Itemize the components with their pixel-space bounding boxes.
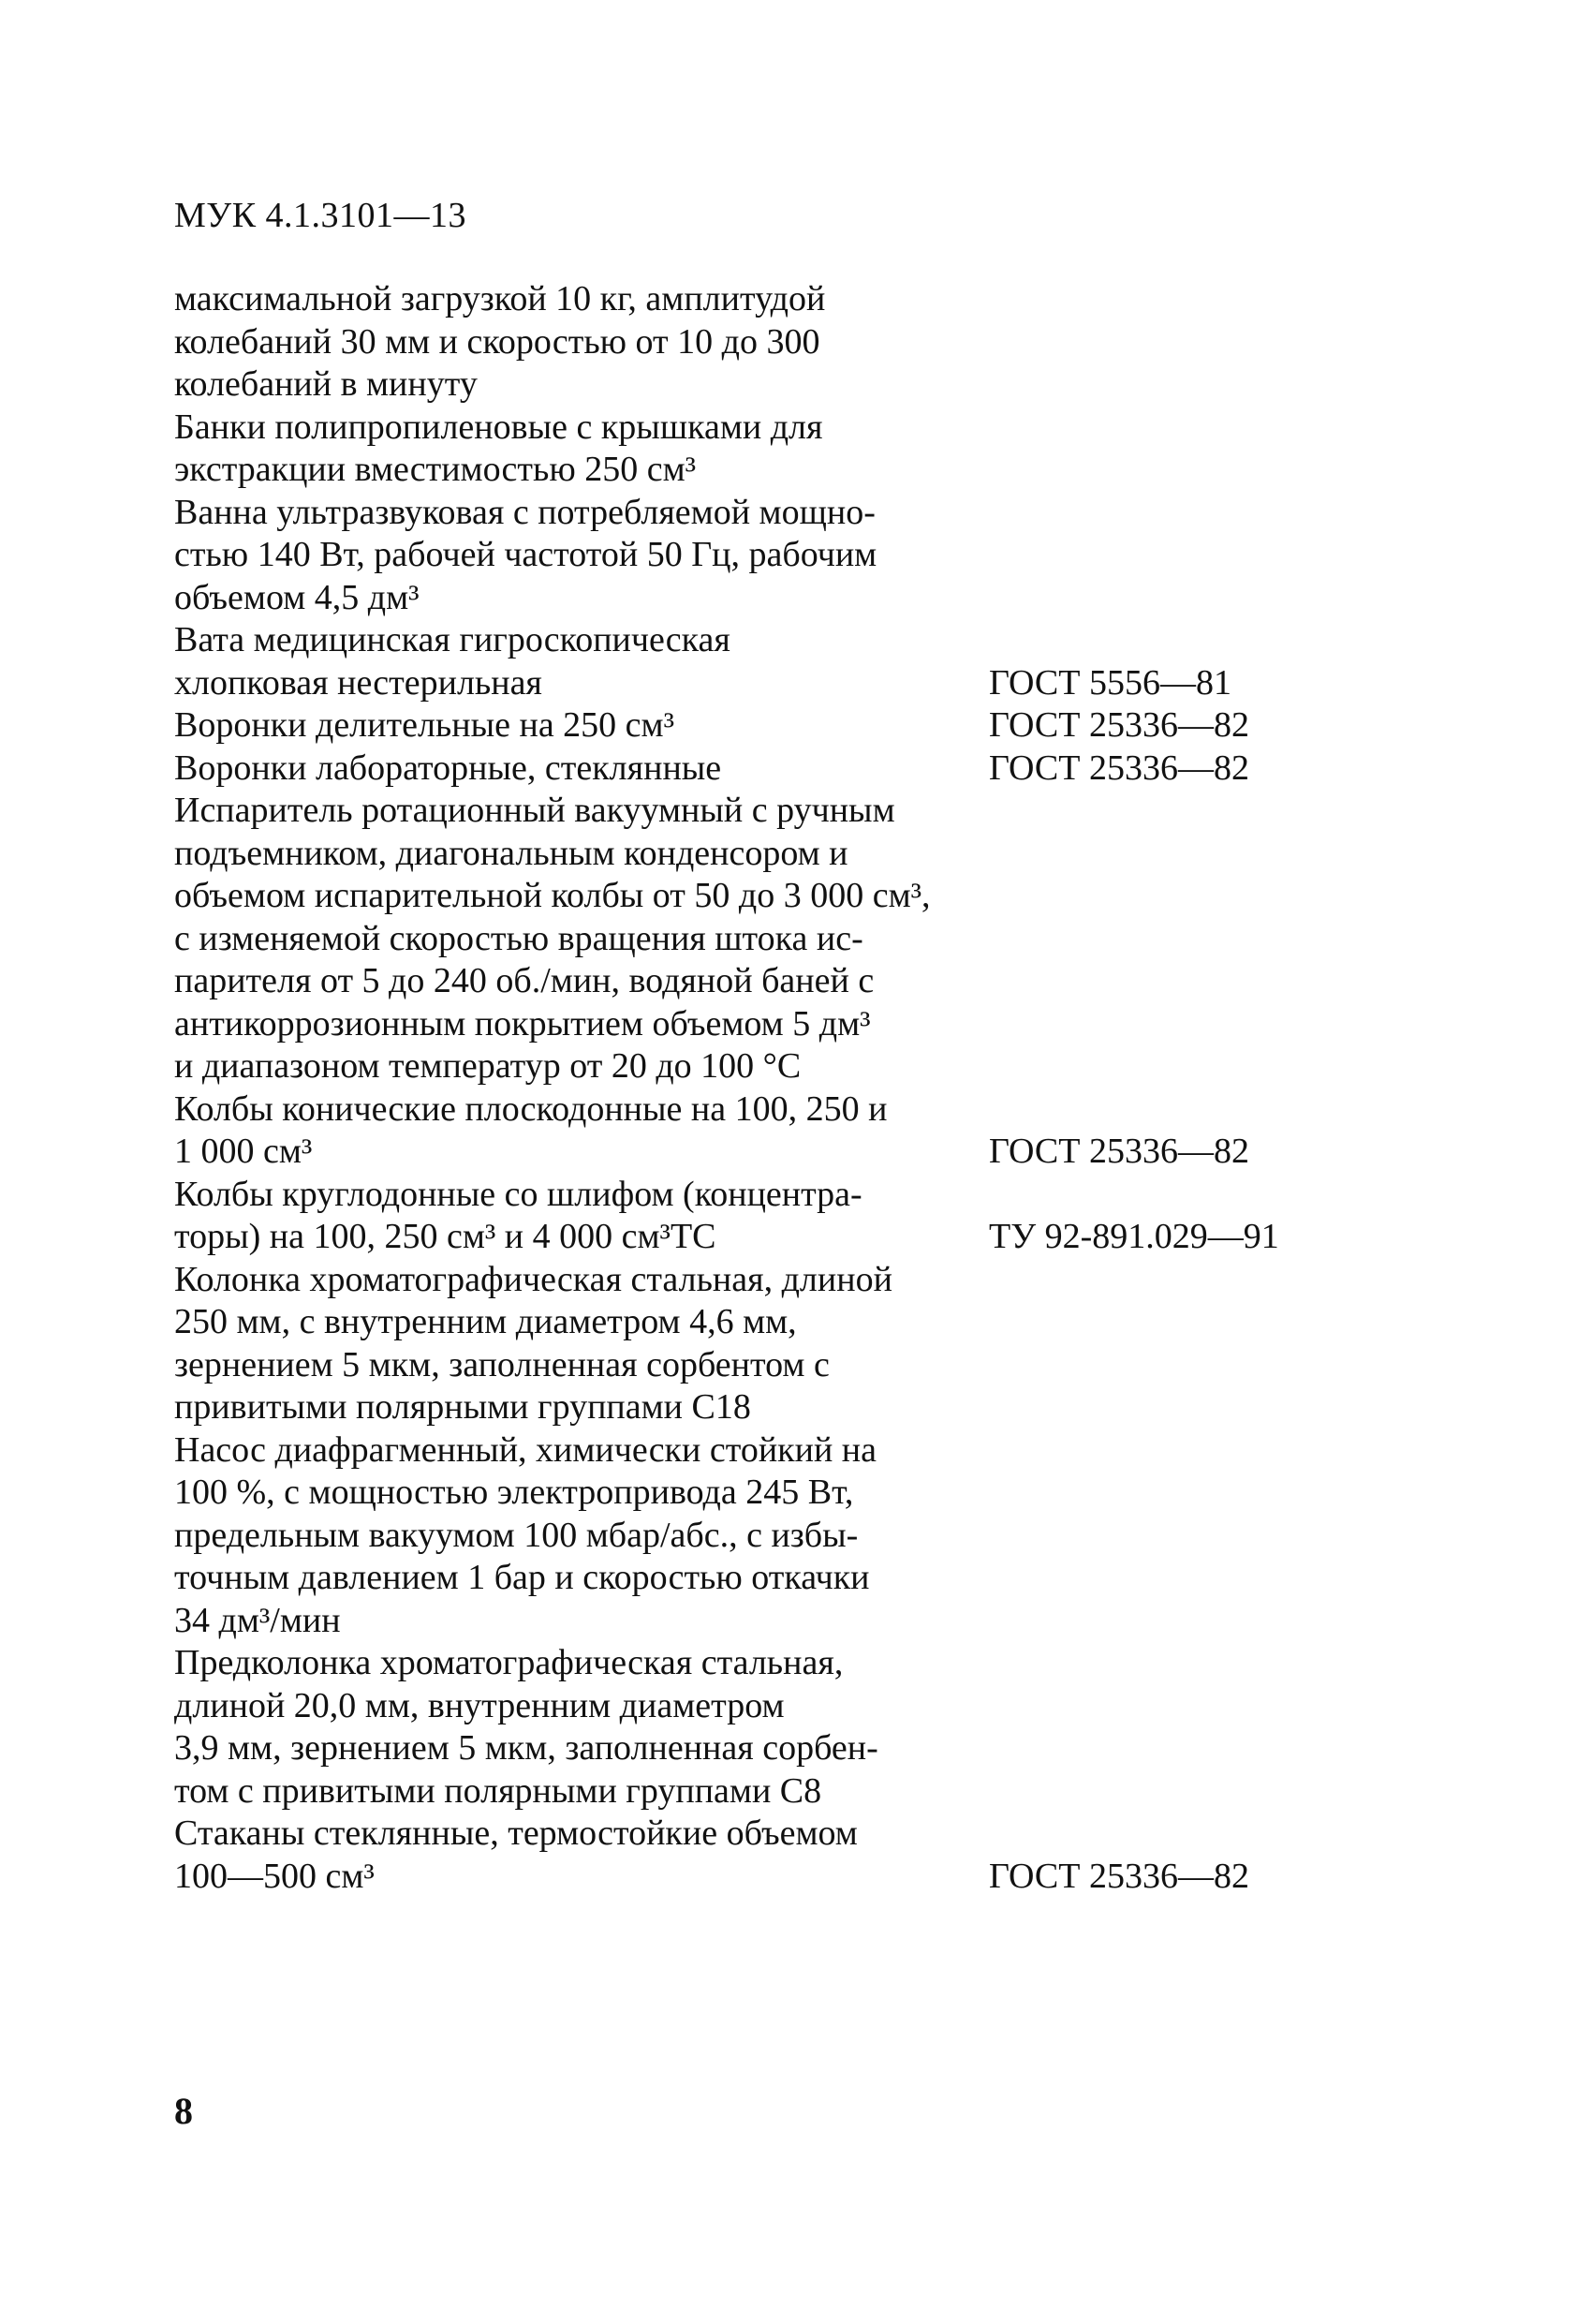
equipment-description xyxy=(174,1259,989,1429)
description-line: предельным вакуумом 100 мбар/абс., с избы- xyxy=(174,1515,859,1555)
equipment-item xyxy=(174,1813,1335,1898)
description-line: Вата медицинская гигроскопическая xyxy=(174,620,730,659)
equipment-item xyxy=(174,790,1335,1088)
equipment-item xyxy=(174,1259,1335,1429)
equipment-description xyxy=(174,748,989,791)
equipment-description xyxy=(174,619,989,704)
description-line: Колбы круглодонные со шлифом (концентра- xyxy=(174,1174,862,1214)
equipment-item xyxy=(174,1642,1335,1813)
description-line: экстракции вместимостью 250 см³ xyxy=(174,450,697,489)
description-line: том с привитыми полярными группами С8 xyxy=(174,1770,822,1811)
description-line: хлопковая нестерильная xyxy=(174,662,542,703)
equipment-description xyxy=(174,1174,989,1259)
standard-reference: ГОСТ 25336—82 xyxy=(989,705,1249,745)
description-line: Ванна ультразвуковая с потребляемой мощно- xyxy=(174,492,876,532)
equipment-description xyxy=(174,704,989,748)
description-line: 250 мм, с внутренним диаметром 4,6 мм, xyxy=(174,1302,797,1341)
description-line: максимальной загрузкой 10 кг, амплитудой xyxy=(174,279,826,318)
description-line: объемом 4,5 дм³ xyxy=(174,577,420,617)
equipment-description xyxy=(174,407,989,492)
description-line: с изменяемой скоростью вращения штока ис- xyxy=(174,918,863,958)
equipment-item xyxy=(174,1088,1335,1174)
description-line: Стаканы стеклянные, термостойкие объемом xyxy=(174,1813,858,1853)
description-line: 100 %, с мощностью электропривода 245 Вт, xyxy=(174,1473,854,1512)
standard-reference: ГОСТ 25336—82 xyxy=(989,1856,1249,1896)
description-line: Предколонка хроматографическая стальная, xyxy=(174,1643,844,1682)
equipment-item xyxy=(174,407,1335,492)
equipment-description xyxy=(174,278,989,407)
equipment-list xyxy=(174,278,1335,1898)
equipment-item xyxy=(174,748,1335,791)
description-line: привитыми полярными группами С18 xyxy=(174,1387,751,1427)
equipment-description xyxy=(174,1813,989,1898)
equipment-item xyxy=(174,1429,1335,1643)
description-line: 1 000 см³ xyxy=(174,1132,313,1171)
description-line: и диапазоном температур от 20 до 100 °С xyxy=(174,1046,802,1086)
description-line: Воронки лабораторные, стеклянные xyxy=(174,748,722,788)
equipment-description xyxy=(174,492,989,620)
equipment-item xyxy=(174,619,1335,704)
standard-reference: ГОСТ 5556—81 xyxy=(989,662,1231,703)
description-line: 34 дм³/мин xyxy=(174,1600,341,1640)
equipment-item xyxy=(174,492,1335,620)
description-line: Воронки делительные на 250 см³ xyxy=(174,705,674,745)
description-line: длиной 20,0 мм, внутренним диаметром xyxy=(174,1685,785,1725)
description-line: парителя от 5 до 240 об./мин, водяной баней с xyxy=(174,961,875,1000)
description-line: стью 140 Вт, рабочей частотой 50 Гц, рабочим xyxy=(174,535,877,574)
standard-reference: ГОСТ 25336—82 xyxy=(989,748,1249,788)
description-line: Банки полипропиленовые с крышками для xyxy=(174,407,823,447)
page-number: 8 xyxy=(174,2090,193,2132)
equipment-description xyxy=(174,790,989,1088)
description-line: точным давлением 1 бар и скоростью откачки xyxy=(174,1558,870,1597)
description-line: Колонка хроматографическая стальная, длиной xyxy=(174,1259,892,1299)
description-line: Колбы конические плоскодонные на 100, 250 и xyxy=(174,1088,888,1129)
equipment-item xyxy=(174,704,1335,748)
standard-reference: ТУ 92-891.029—91 xyxy=(989,1217,1279,1256)
description-line: объемом испарительной колбы от 50 до 3 000 см³, xyxy=(174,876,931,915)
description-line: торы) на 100, 250 см³ и 4 000 см³ТС xyxy=(174,1217,716,1256)
equipment-item xyxy=(174,1174,1335,1259)
document-header: МУК 4.1.3101—13 xyxy=(174,196,467,235)
description-line: колебаний в минуту xyxy=(174,364,478,404)
equipment-description xyxy=(174,1429,989,1643)
description-line: подъемником, диагональным конденсором и xyxy=(174,833,848,873)
description-line: антикоррозионным покрытием объемом 5 дм³ xyxy=(174,1003,871,1044)
description-line: 3,9 мм, зернением 5 мкм, заполненная сорбен- xyxy=(174,1728,878,1768)
description-line: колебаний 30 мм и скоростью от 10 до 300 xyxy=(174,321,820,362)
description-line: 100—500 см³ xyxy=(174,1856,375,1896)
description-line: зернением 5 мкм, заполненная сорбентом с xyxy=(174,1344,830,1384)
description-line: Испаритель ротационный вакуумный с ручным xyxy=(174,791,895,830)
description-line: Насос диафрагменный, химически стойкий на xyxy=(174,1429,877,1470)
equipment-item xyxy=(174,278,1335,407)
equipment-description xyxy=(174,1642,989,1813)
equipment-description xyxy=(174,1088,989,1174)
standard-reference: ГОСТ 25336—82 xyxy=(989,1132,1249,1171)
